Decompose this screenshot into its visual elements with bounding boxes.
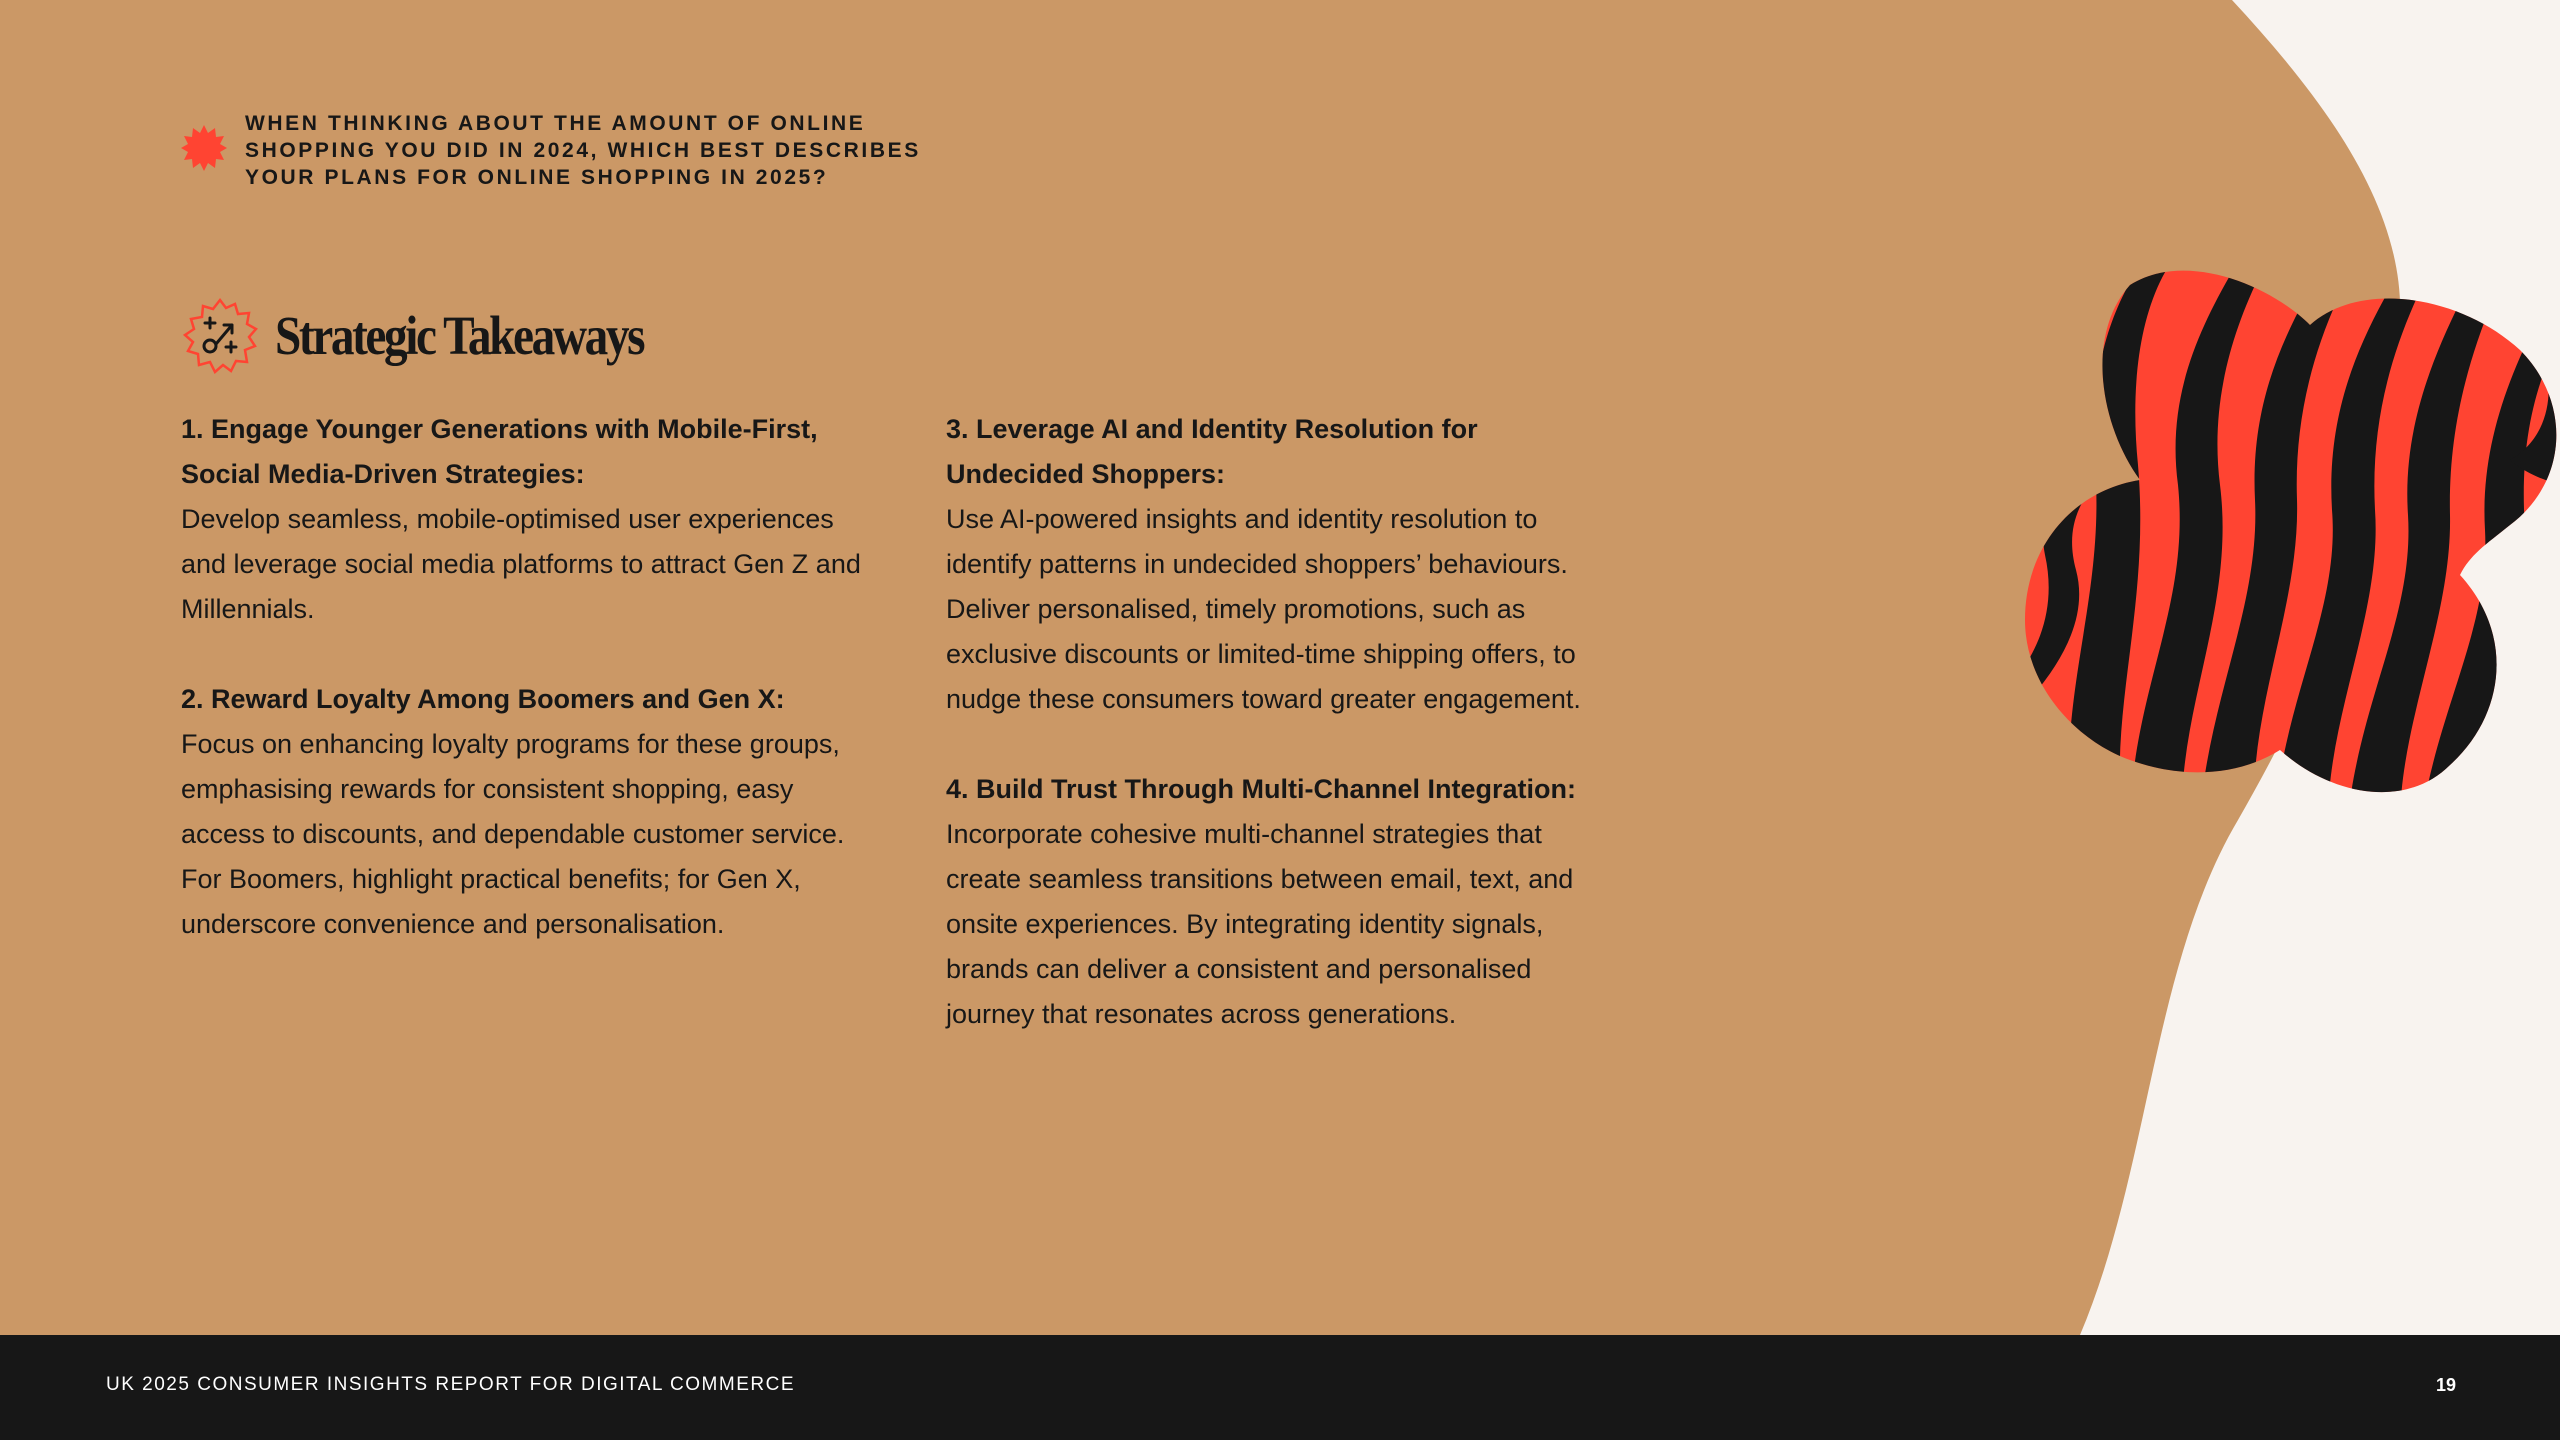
takeaway-item — [946, 767, 1606, 1037]
takeaways-column-left — [181, 407, 881, 992]
takeaway-item — [181, 677, 881, 947]
report-title: UK 2025 CONSUMER INSIGHTS REPORT FOR DIGITAL COMMERCE — [106, 1374, 796, 1395]
takeaway-body: Develop seamless, mobile-optimised user experiences and leverage social media platforms to attract Gen Z and Millennials. — [181, 504, 861, 624]
page-number: 19 — [2435, 1375, 2456, 1395]
takeaway-heading: 3. Leverage AI and Identity Resolution for Undecided Shoppers: — [946, 414, 1478, 489]
takeaway-body: Use AI-powered insights and identity resolution to identify patterns in undecided shoppers’ behaviours. Deliver personalised, timely promotions, such as exclusive discounts or limited-time shipping offers, to nudge these consumers toward greater engagement. — [946, 504, 1581, 714]
section-title: Strategic Takeaways — [275, 305, 644, 366]
strategic-takeaways-header — [180, 296, 703, 376]
takeaways-column-right — [946, 407, 1606, 1082]
takeaway-body: Focus on enhancing loyalty programs for these groups, emphasising rewards for consistent shopping, easy access to discounts, and dependable customer service. For Boomers, highlight practical benefits; for Gen X, underscore convenience and personalisation. — [181, 729, 845, 939]
starburst-icon — [180, 124, 228, 172]
page-footer — [0, 1335, 2560, 1440]
takeaway-heading: 1. Engage Younger Generations with Mobile-First, Social Media-Driven Strategies: — [181, 414, 818, 489]
survey-question — [180, 110, 940, 191]
takeaway-item — [181, 407, 881, 632]
strategy-icon — [180, 296, 260, 376]
zebra-pattern-illustration — [2010, 255, 2560, 815]
takeaway-item — [946, 407, 1606, 722]
survey-question-text: WHEN THINKING ABOUT THE AMOUNT OF ONLINE SHOPPING YOU DID IN 2024, WHICH BEST DESCRIBES YOUR PLANS FOR ONLINE SHOPPING IN 2025? — [245, 112, 921, 189]
takeaway-body: Incorporate cohesive multi-channel strategies that create seamless transitions between email, text, and onsite experiences. By integrating identity signals, brands can deliver a consistent and personalised journey that resonates across generations. — [946, 819, 1574, 1029]
takeaway-heading: 4. Build Trust Through Multi-Channel Integration: — [946, 774, 1576, 804]
takeaway-heading: 2. Reward Loyalty Among Boomers and Gen X: — [181, 684, 785, 714]
